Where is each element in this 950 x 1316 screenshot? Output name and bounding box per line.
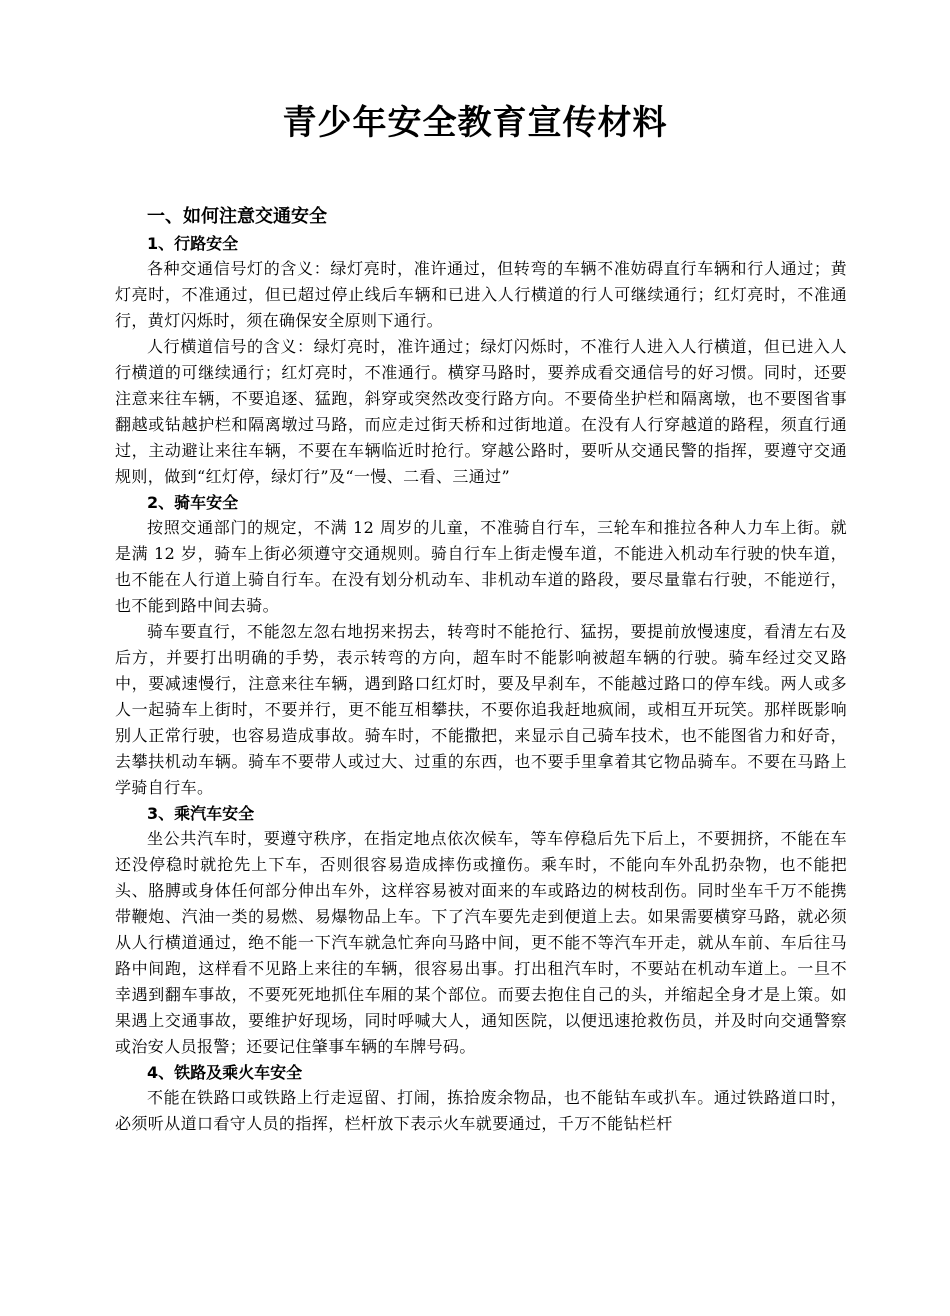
paragraph-railway-safety: 不能在铁路口或铁路上行走逗留、打闹，拣拾废余物品，也不能钻车或扒车。通过铁路道口时，必须听从道口看守人员的指挥，栏杆放下表示火车就要通过，千万不能钻栏杆 (115, 1088, 847, 1133)
subsection-heading-walking-safety: 1、行路安全 (147, 234, 239, 253)
document-body (115, 203, 847, 1137)
paragraph-bus-safety: 坐公共汽车时，要遵守秩序，在指定地点依次候车，等车停稳后先下后上，不要拥挤，不能在车还没停稳时就抢先上下车，否则很容易造成摔伤或撞伤。乘车时，不能向车外乱扔杂物，也不能把头、胳膊或身体任何部分伸出车外，这样容易被对面来的车或路边的树枝刮伤。同时坐车千万不能携带鞭炮、汽油一类的易燃、易爆物品上车。下了汽车要先走到便道上去。如果需要横穿马路，就必须从人行横道通过，绝不能一下汽车就急忙奔向马路中间，更不能不等汽车开走，就从车前、车后往马路中间跑，这样看不见路上来往的车辆，很容易出事。打出租汽车时，不要站在机动车道上。一旦不幸遇到翻车事故，不要死死地抓住车厢的某个部位。而要去抱住自己的头，并缩起全身才是上策。如果遇上交通事故，要维护好现场，同时呼喊大人，通知医院，以便迅速抢救伤员，并及时向交通警察或治安人员报警；还要记住肇事车辆的车牌号码。 (115, 829, 847, 1056)
subsection-heading-bus-safety: 3、乘汽车安全 (147, 804, 255, 823)
section-heading-traffic-safety: 一、如何注意交通安全 (147, 206, 327, 227)
paragraph-cycling-rules: 按照交通部门的规定，不满 12 周岁的儿童，不准骑自行车，三轮车和推拉各种人力车上街。就是满 12 岁，骑车上街必须遵守交通规则。骑自行车上街走慢车道，不能进入机动车行驶的快车道，也不能在人行道上骑自行车。在没有划分机动车、非机动车道的路段，要尽量靠右行驶，不能逆行，也不能到路中间去骑。 (115, 518, 847, 615)
paragraph-cycling-behavior: 骑车要直行，不能忽左忽右地拐来拐去，转弯时不能抢行、猛拐，要提前放慢速度，看清左右及后方，并要打出明确的手势，表示转弯的方向，超车时不能影响被超车辆的行驶。骑车经过交叉路中，要减速慢行，注意来往车辆，遇到路口红灯时，要及早刹车，不能越过路口的停车线。两人或多人一起骑车上街时，不要并行，更不能互相攀扶，不要你追我赶地疯闹，或相互开玩笑。那样既影响别人正常行驶，也容易造成事故。骑车时，不能撒把，来显示自己骑车技术，也不能图省力和好奇，去攀扶机动车辆。骑车不要带人或过大、过重的东西，也不要手里拿着其它物品骑车。不要在马路上学骑自行车。 (115, 622, 847, 797)
subsection-heading-cycling-safety: 2、骑车安全 (147, 493, 239, 512)
document-title: 青少年安全教育宣传材料 (282, 103, 668, 143)
subsection-heading-railway-safety: 4、铁路及乘火车安全 (147, 1063, 303, 1082)
paragraph-traffic-lights: 各种交通信号灯的含义：绿灯亮时，准许通过，但转弯的车辆不准妨碍直行车辆和行人通过；黄灯亮时，不准通过，但已超过停止线后车辆和已进入人行横道的行人可继续通行；红灯亮时，不准通行，黄灯闪烁时，须在确保安全原则下通行。 (115, 259, 847, 330)
paragraph-crosswalk-signals: 人行横道信号的含义：绿灯亮时，准许通过；绿灯闪烁时，不准行人进入人行横道，但已进入人行横道的可继续通行；红灯亮时，不准通行。横穿马路时，要养成看交通信号的好习惯。同时，还要注意来往车辆，不要追逐、猛跑，斜穿或突然改变行路方向。不要倚坐护栏和隔离墩，也不要图省事翻越或钻越护栏和隔离墩过马路，而应走过街天桥和过街地道。在没有人行穿越道的路程，须直行通过，主动避让来往车辆，不要在车辆临近时抢行。穿越公路时，要听从交通民警的指挥，要遵守交通规则，做到“红灯停，绿灯行”及“一慢、二看、三通过” (115, 337, 847, 486)
